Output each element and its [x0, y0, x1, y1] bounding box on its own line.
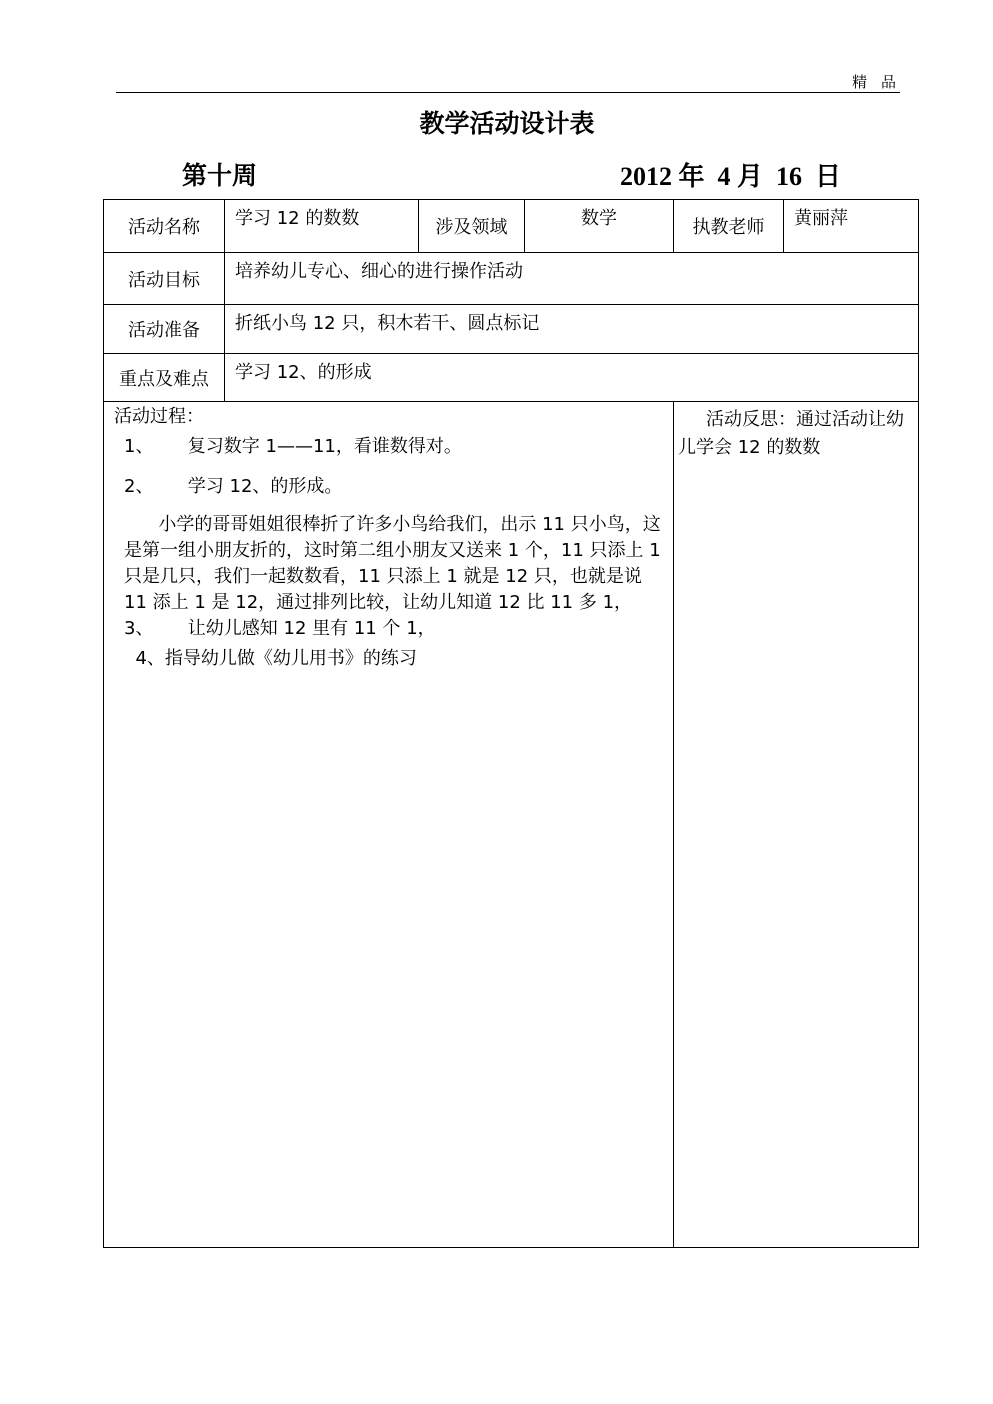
- goal-label: 活动目标: [103, 252, 225, 305]
- goal-value: 培养幼儿专心、细心的进行操作活动: [224, 252, 919, 305]
- process-cell: [103, 401, 674, 1248]
- process-step-1: 1、 复习数字 1——11，看谁数得对。: [124, 436, 462, 457]
- key-label: 重点及难点: [103, 353, 225, 402]
- teacher-value: 黄丽萍: [783, 199, 919, 253]
- key-value: 学习 12、的形成: [224, 353, 919, 402]
- process-step-2-detail: 小学的哥哥姐姐很棒折了许多小鸟给我们，出示 11 只小鸟，这是第一组小朋友折的，这时第二组小朋友又送来 1 个，11 只添上 1 只是几只，我们一起数数看，11 只添上 1 就是 12 只，也就是说 11 添上 1 是 12，通过排列比较，让幼儿知道 12 比 11 多 1，: [124, 514, 667, 613]
- prep-value: 折纸小鸟 12 只，积木若干、圆点标记: [224, 304, 919, 354]
- teacher-label: 执教老师: [673, 199, 784, 253]
- process-step-3: 3、 让幼儿感知 12 里有 11 个 1，: [124, 618, 436, 639]
- header-tag: 精品: [852, 73, 911, 91]
- domain-value: 数学: [524, 199, 674, 253]
- header-rule: [116, 92, 900, 93]
- process-step-4: 4、指导幼儿做《幼儿用书》的练习: [124, 648, 417, 669]
- process-label: 活动过程：: [114, 406, 204, 427]
- week-label: 第十周: [182, 161, 258, 190]
- process-step-2: 2、 学习 12、的形成。: [124, 476, 343, 497]
- activity-name-value: 学习 12 的数数: [224, 199, 419, 253]
- date-label: 2012 年 4 月 16 日: [620, 162, 842, 191]
- reflection-cell: 活动反思：通过活动让幼儿学会 12 的数数: [673, 401, 919, 1248]
- domain-label: 涉及领域: [418, 199, 525, 253]
- document-title: 教学活动设计表: [419, 109, 595, 138]
- prep-label: 活动准备: [103, 304, 225, 354]
- activity-name-label: 活动名称: [103, 199, 225, 253]
